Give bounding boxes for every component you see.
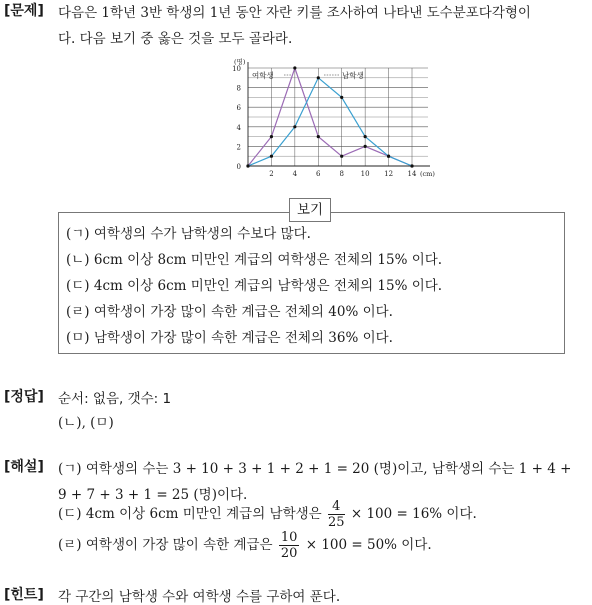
fraction-numerator: 4 xyxy=(328,499,345,515)
option-item: (ㄴ) 6cm 이상 8cm 미만인 계급의 여학생은 전체의 15% 이다. xyxy=(66,252,443,268)
x-axis-label: (cm) xyxy=(420,170,435,178)
y-tick-label: 2 xyxy=(236,143,241,152)
option-item: (ㄷ) 4cm 이상 6cm 미만인 계급의 남학생은 전체의 15% 이다. xyxy=(66,278,443,294)
x-tick-label: 4 xyxy=(292,170,298,178)
data-point xyxy=(364,145,367,148)
boys-series-label: 남학생 xyxy=(342,71,364,80)
problem-tag: [문제] xyxy=(4,3,44,19)
data-point xyxy=(410,164,413,167)
data-point xyxy=(387,155,390,158)
x-tick-label: 14 xyxy=(407,170,417,178)
y-tick-label: 8 xyxy=(236,84,241,93)
x-tick-label: 6 xyxy=(316,170,321,178)
explanation-line-3-pre: (ㄷ) 4cm 이상 6cm 미만인 계급의 남학생은 xyxy=(58,506,322,522)
problem-line-1: 다음은 1학년 3반 학생의 1년 동안 자란 키를 조사하여 나타낸 도수분포다각형이 xyxy=(58,5,531,21)
fraction-denominator: 25 xyxy=(328,515,345,530)
option-item: (ㄹ) 여학생이 가장 많이 속한 계급은 전체의 40% 이다. xyxy=(66,304,393,320)
hint-text: 각 구간의 남학생 수와 여학생 수를 구하여 푼다. xyxy=(58,589,341,605)
y-tick-label: 4 xyxy=(236,123,241,132)
x-tick-label: 8 xyxy=(339,170,344,178)
option-item: (ㄱ) 여학생의 수가 남학생의 수보다 많다. xyxy=(66,226,311,242)
explanation-line-1: (ㄱ) 여학생의 수는 3 + 10 + 3 + 1 + 2 + 1 = 20 (명)이고, 남학생의 수는 1 + 4 + xyxy=(58,461,572,477)
fraction-numerator: 10 xyxy=(280,530,298,545)
data-point xyxy=(364,135,367,138)
data-point xyxy=(293,125,296,128)
x-tick-label: 10 xyxy=(360,170,370,178)
problem-line-2: 다. 다음 보기 중 옳은 것을 모두 골라라. xyxy=(58,31,293,47)
series-line xyxy=(248,78,412,166)
option-item: (ㅁ) 남학생이 가장 많이 속한 계급은 전체의 36% 이다. xyxy=(66,330,393,346)
data-point xyxy=(317,76,320,79)
data-point xyxy=(317,135,320,138)
explanation-line-4 xyxy=(58,530,432,561)
explanation-line-3 xyxy=(58,499,477,530)
x-tick-label: 12 xyxy=(384,170,394,178)
fraction-denominator: 20 xyxy=(280,546,298,561)
data-point xyxy=(340,155,343,158)
fraction xyxy=(328,499,345,530)
data-point xyxy=(270,135,273,138)
answer-line-1: 순서: 없음, 갯수: 1 xyxy=(58,391,172,407)
girls-series-label: 여학생 xyxy=(252,71,274,80)
data-point xyxy=(293,66,296,69)
y-tick-label: 6 xyxy=(236,104,241,113)
y-tick-label: 0 xyxy=(236,163,241,171)
explanation-line-4-pre: (ㄹ) 여학생이 가장 많이 속한 계급은 xyxy=(58,537,273,553)
explanation-line-4-post: × 100 = 50% 이다. xyxy=(305,537,432,553)
frequency-polygon-chart xyxy=(224,58,438,182)
answer-tag: [정답] xyxy=(4,389,44,405)
y-axis-label: (명) xyxy=(234,58,246,66)
explanation-line-3-post: × 100 = 16% 이다. xyxy=(350,506,477,522)
options-box-title: 보기 xyxy=(289,198,331,222)
explanation-tag: [해설] xyxy=(4,459,44,475)
x-tick-label: 2 xyxy=(269,170,274,178)
answer-line-2: (ㄴ), (ㅁ) xyxy=(58,415,114,431)
data-point xyxy=(270,155,273,158)
explanation-line-2: 9 + 7 + 3 + 1 = 25 (명)이다. xyxy=(58,487,248,503)
data-point xyxy=(340,96,343,99)
hint-tag: [힌트] xyxy=(4,587,44,603)
data-point xyxy=(246,164,249,167)
y-tick-label: 10 xyxy=(232,65,241,73)
fraction xyxy=(279,530,300,561)
